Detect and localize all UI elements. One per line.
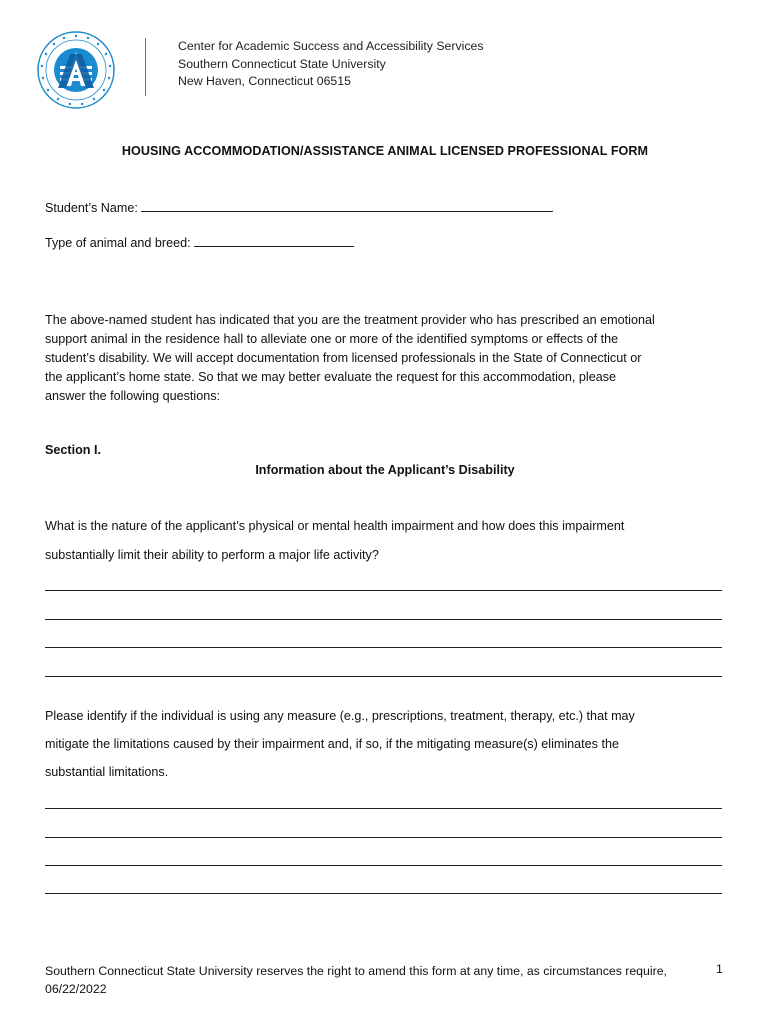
question-1-line-2: substantially limit their ability to perform a major life activity?: [45, 548, 379, 562]
answer-2-line[interactable]: [45, 837, 722, 838]
org-line-university: Southern Connecticut State University: [178, 56, 386, 71]
cass-logo-icon: [36, 30, 116, 110]
student-name-label: Student’s Name:: [45, 201, 138, 215]
intro-line: support animal in the residence hall to alleviate one or more of the identified symptoms or effects of the: [45, 332, 619, 346]
section-subheading: Information about the Applicant’s Disability: [255, 463, 515, 477]
question-2-line-2: mitigate the limitations caused by their impairment and, if so, if the mitigating measure(s) eliminates the: [45, 737, 619, 751]
animal-breed-label: Type of animal and breed:: [45, 236, 191, 250]
footer-date: 06/22/2022: [45, 982, 107, 996]
student-name-field[interactable]: [45, 199, 553, 215]
intro-line: the applicant’s home state. So that we may better evaluate the request for this accommodation, please: [45, 370, 617, 384]
section-heading: Section I.: [45, 443, 101, 457]
org-line-city: New Haven, Connecticut 06515: [178, 74, 351, 88]
answer-1-line[interactable]: [45, 619, 722, 620]
intro-paragraph: [45, 311, 735, 406]
answer-2-line[interactable]: [45, 808, 722, 809]
student-name-blank[interactable]: [141, 199, 553, 212]
question-1-line-1: What is the nature of the applicant’s physical or mental health impairment and how does this impairment: [45, 519, 625, 533]
intro-line: answer the following questions:: [45, 389, 221, 403]
form-title: HOUSING ACCOMMODATION/ASSISTANCE ANIMAL LICENSED PROFESSIONAL FORM: [121, 144, 649, 158]
header-divider: [145, 38, 146, 96]
intro-line: The above-named student has indicated that you are the treatment provider who has prescribed an emotional: [45, 313, 655, 327]
answer-2-line[interactable]: [45, 865, 722, 866]
answer-1-line[interactable]: [45, 676, 722, 677]
animal-breed-field[interactable]: [45, 234, 354, 250]
organization-address: [178, 38, 484, 91]
answer-2-line[interactable]: [45, 893, 722, 894]
org-line-name: Center for Academic Success and Accessibility Services: [178, 39, 484, 53]
page-number: 1: [716, 962, 723, 976]
answer-1-line[interactable]: [45, 590, 722, 591]
question-2-line-3: substantial limitations.: [45, 765, 169, 779]
question-2-line-1: Please identify if the individual is using any measure (e.g., prescriptions, treatment, therapy, etc.) that may: [45, 709, 635, 723]
answer-1-line[interactable]: [45, 647, 722, 648]
animal-breed-blank[interactable]: [194, 234, 354, 247]
page-footer: [45, 962, 667, 998]
intro-line: student’s disability. We will accept documentation from licensed professionals in the State of Connecticut or: [45, 351, 642, 365]
footer-notice: Southern Connecticut State University reserves the right to amend this form at any time, as circumstances require,: [45, 964, 667, 978]
